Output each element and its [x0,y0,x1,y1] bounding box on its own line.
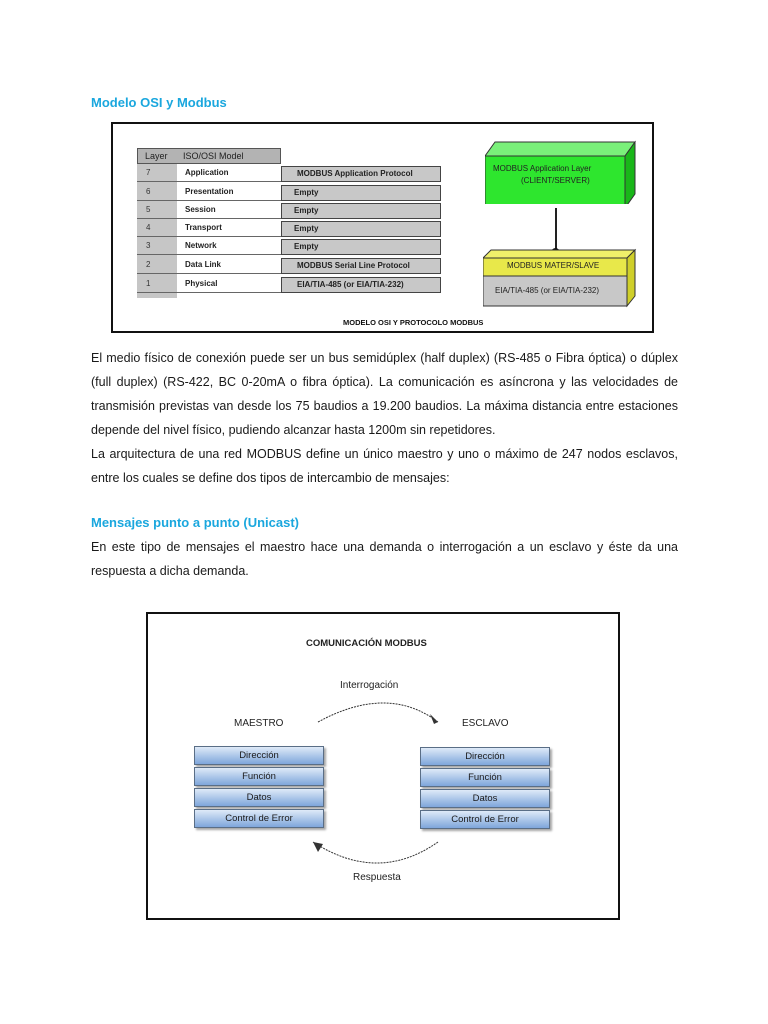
osi-row-number: 6 [146,187,151,196]
master-field: Datos [194,788,324,807]
osi-row-divider [137,254,281,255]
master-field: Función [194,767,324,786]
modbus-communication-figure [146,612,620,920]
osi-row-divider [137,218,281,219]
paragraph1-part2: La arquitectura de una red MODBUS define un único maestro y uno o máximo de 247 nodos esclavos, entre los cuales se define dos tipos de intercambio de mensajes: [91,447,678,485]
osi-row-protocol: MODBUS Application Protocol [297,169,413,178]
osi-row-divider [137,181,281,182]
slave-frame [420,747,550,831]
osi-row-name: Session [185,205,216,214]
master-field: Dirección [194,746,324,765]
osi-row-protocol: MODBUS Serial Line Protocol [297,261,410,270]
osi-modbus-figure [111,122,654,333]
osi-row-name: Presentation [185,187,234,196]
master-field: Control de Error [194,809,324,828]
header-iso-model: ISO/OSI Model [183,151,244,161]
paragraph1-part1: El medio físico de conexión puede ser un bus semidúplex (half duplex) (RS-485 o Fibra óptica) o dúplex (full duplex) (RS-422, BC 0-20mA o fibra óptica). La comunicación es asíncrona y las velocidades de transmisión previstas van desde los 75 baudios a 19.200 baudios. La máxima distancia entre estaciones depende del nivel físico, pudiendo alcanzar hasta 1200m sin repetidores. [91,351,678,437]
slave-field: Datos [420,789,550,808]
section-heading-unicast: Mensajes punto a punto (Unicast) [91,515,300,530]
osi-row-number: 7 [146,168,151,177]
osi-row-name: Data Link [185,260,222,269]
paragraph-unicast [91,535,678,583]
physical-stack-label: EIA/TIA-485 (or EIA/TIA-232) [495,286,600,295]
osi-row-divider [137,292,281,293]
osi-row-name: Transport [185,223,222,232]
header-layer: Layer [145,151,168,161]
osi-row-number: 3 [146,241,151,250]
osi-row-protocol: Empty [294,188,319,197]
figure1-caption: MODELO OSI Y PROTOCOLO MODBUS [343,318,484,327]
master-slave-label: MODBUS MATER/SLAVE [507,261,600,270]
interrogation-label: Interrogación [340,680,399,691]
slave-field: Función [420,768,550,787]
paragraph-physical-medium [91,346,678,490]
osi-row-name: Application [185,168,229,177]
osi-row-protocol: Empty [294,224,319,233]
arrow-head-right-icon [430,714,438,724]
osi-row-divider [137,236,281,237]
osi-row-divider [137,200,281,201]
app-layer-line2: (CLIENT/SERVER) [521,176,590,185]
osi-row-number: 5 [146,205,151,214]
paragraph2-text: En este tipo de mensajes el maestro hace una demanda o interrogación a un esclavo y éste da una respuesta a dicha demanda. [91,540,678,578]
osi-row-name: Physical [185,279,218,288]
osi-row-protocol: Empty [294,206,319,215]
slave-label: ESCLAVO [462,718,509,729]
master-label: MAESTRO [234,718,284,729]
app-layer-line1: MODBUS Application Layer [493,164,592,173]
osi-row-protocol: Empty [294,242,319,251]
figure2-title: COMUNICACIÓN MODBUS [306,638,427,649]
slave-field: Dirección [420,747,550,766]
osi-row-name: Network [185,241,217,250]
osi-row-protocol: EIA/TIA-485 (or EIA/TIA-232) [297,280,404,289]
osi-row-number: 4 [146,223,151,232]
master-slave-stack [483,248,643,310]
response-label: Respuesta [353,872,401,883]
osi-row-divider [137,273,281,274]
osi-row-number: 2 [146,260,151,269]
master-frame [194,746,324,830]
slave-field: Control de Error [420,810,550,829]
section-heading-osi-modbus: Modelo OSI y Modbus [91,95,227,110]
connector-line [555,208,557,252]
osi-row-number: 1 [146,279,151,288]
